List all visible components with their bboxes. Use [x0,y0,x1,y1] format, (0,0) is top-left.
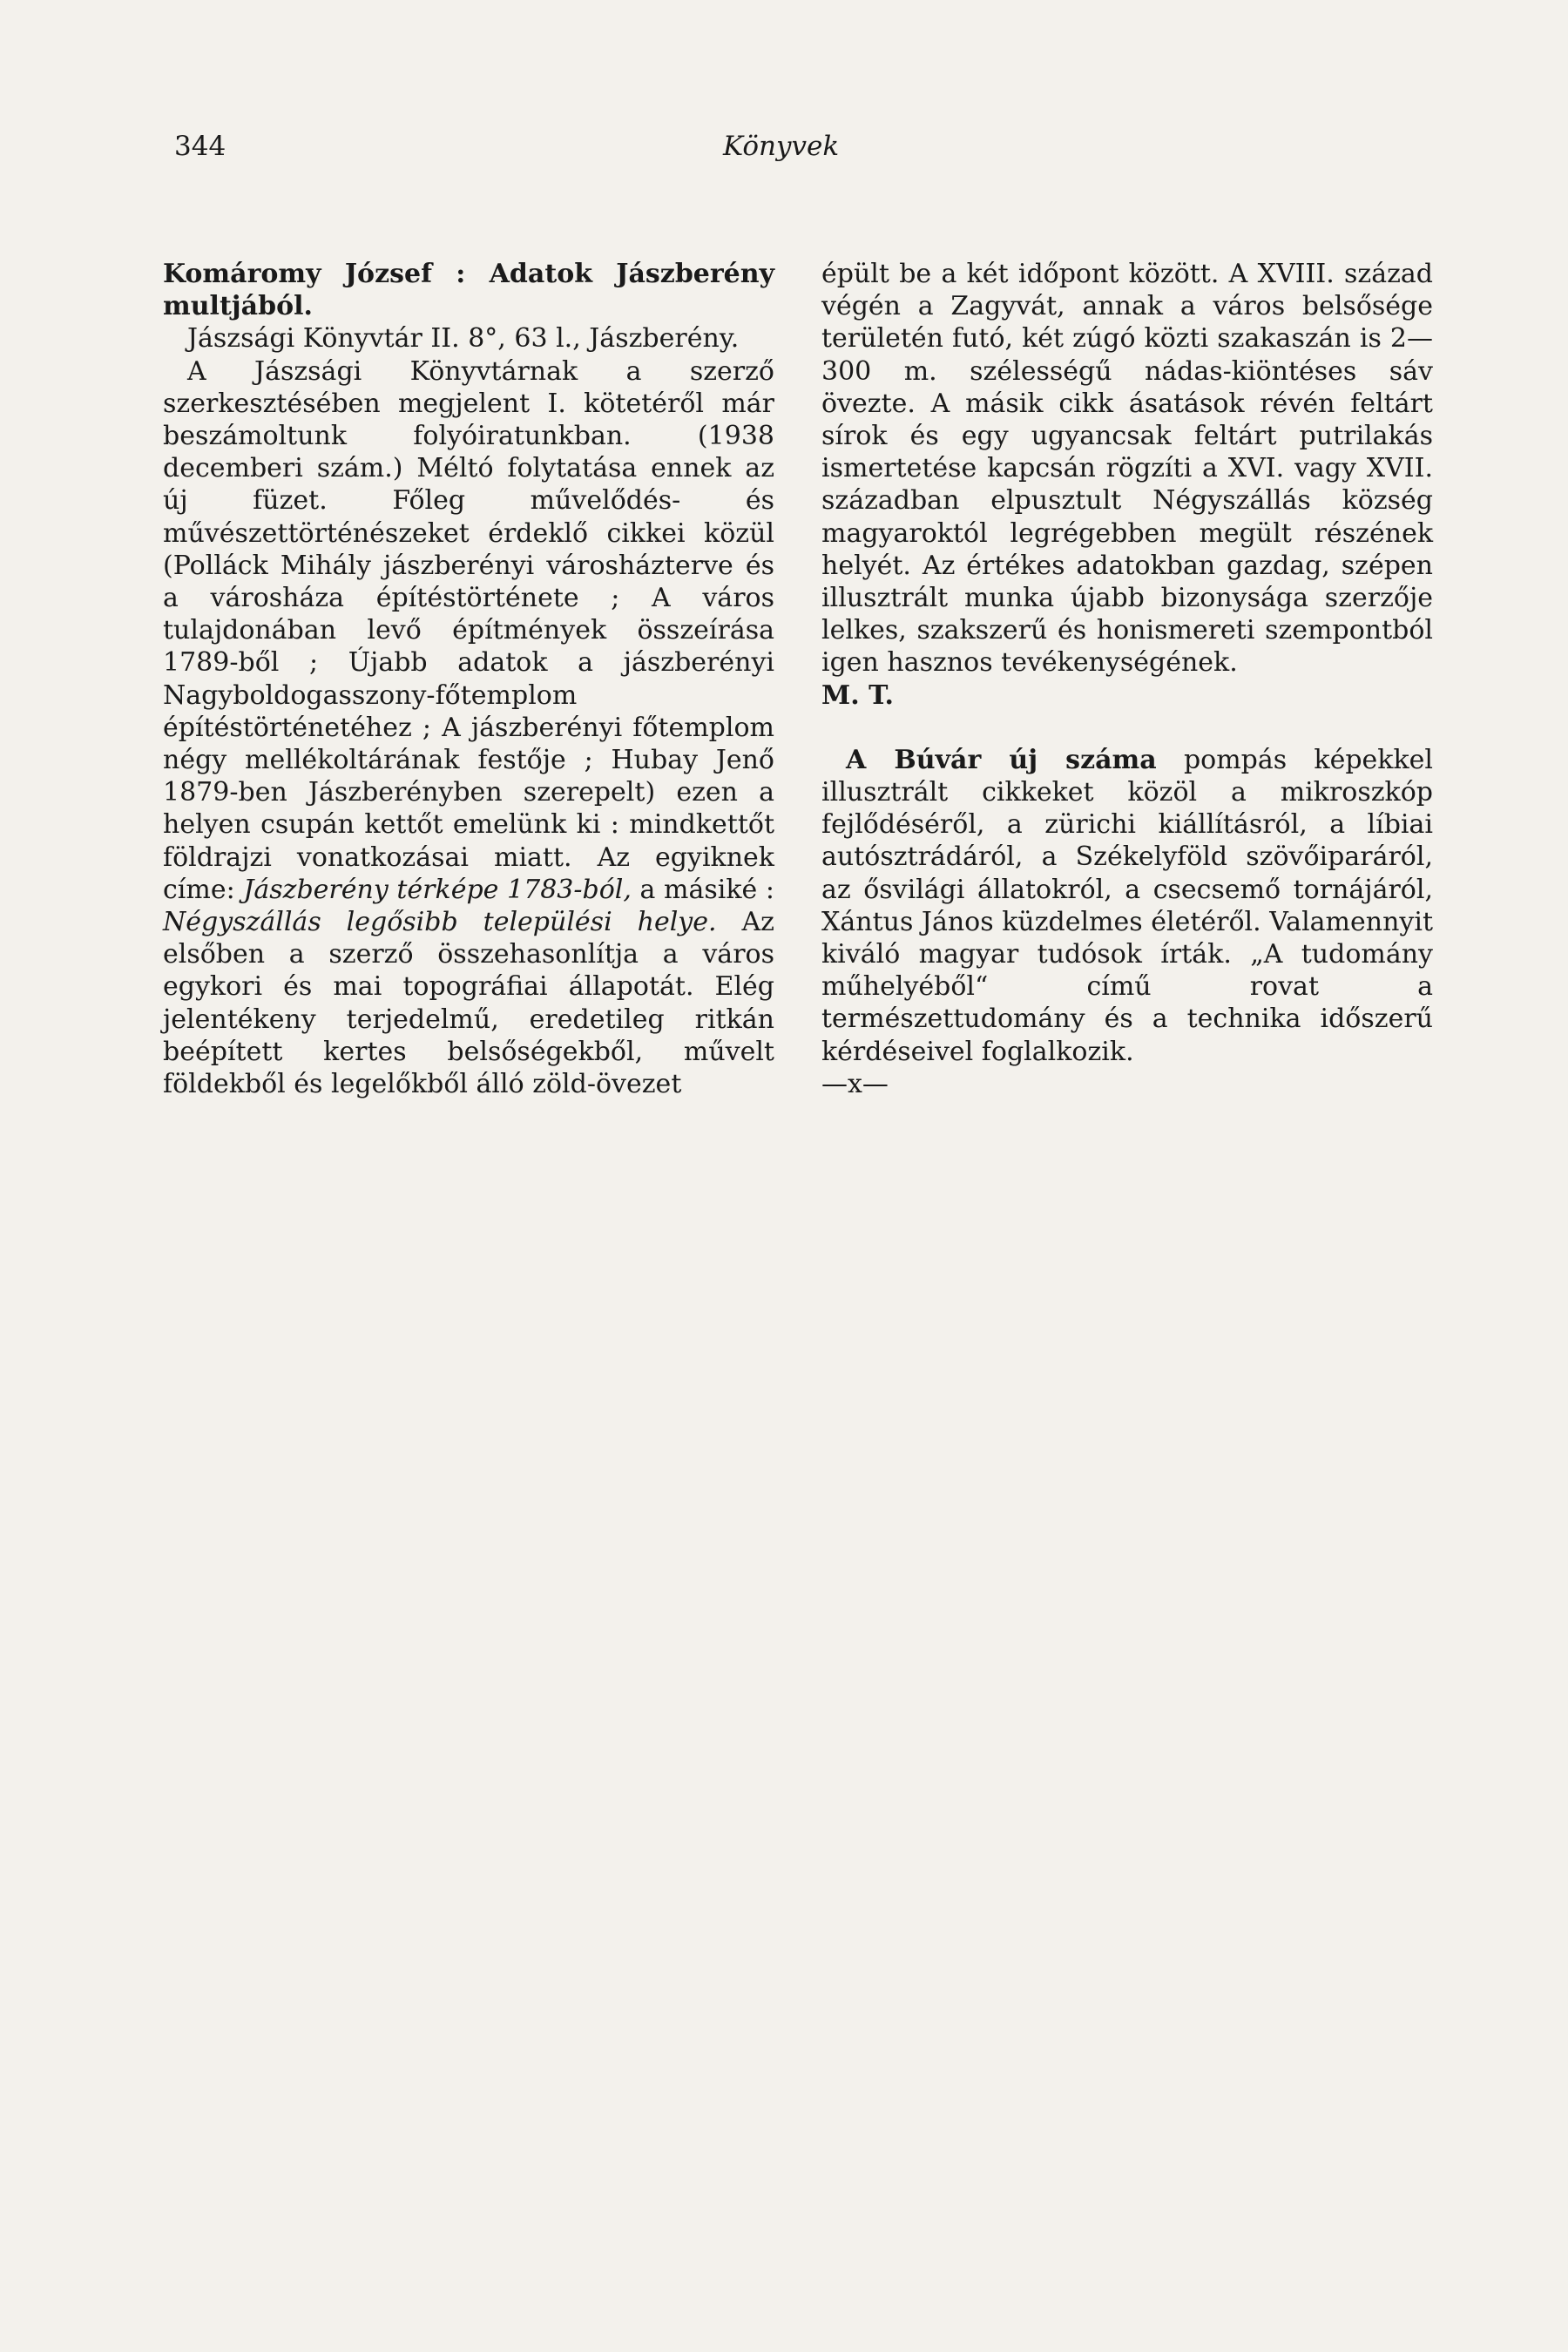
review-title-separator: : [456,259,466,289]
page-header [0,131,1568,174]
review-text-2: a másiké : [639,874,774,905]
review-author: Komáromy József [163,259,432,289]
review-title [163,258,774,322]
bibliographic-info: Jászsági Könyvtár II. 8°, 63 l., Jászberény. [187,323,740,355]
review-continuation: épült be a két időpont között. A XVIII. század végén a Zagyvát, annak a város belsősége területén futó, két zúgó közti szakaszán is 2—300 m. szélességű nádas-kiöntéses sáv övezte. A másik cikk ásatások révén feltárt sírok és egy ugyancsak feltárt putrilakás ismertetése kapcsán rögzíti a XVI. vagy XVII. században elpusztult Négyszállás község magyaroktól legrégebben megült részének helyét. Az értékes adatokban gazdag, szépen illusztrált munka újabb bizonysága szerzője lelkes, szakszerű és honismereti szempontból igen hasznos tevékenységének. [821,259,1433,679]
page-number: 344 [174,131,226,162]
buvar-notice [821,744,1433,1068]
cited-title-2: Négyszállás legősibb települési helye. [163,907,717,938]
signature-x: —x— [821,1068,889,1099]
cited-title-1: Jászberény térképe 1783-ból, [243,874,632,905]
left-column [163,258,774,1100]
review-body [163,355,774,1101]
review-work-title: Adatok Jászberény multjából. [163,259,775,322]
paragraph-gap [821,712,1433,744]
review-text-3: Az elsőben a szerző összehasonlítja a város egykori és mai topográfiai állapotát. Elég jelentékeny terjedelmű, eredetileg ritkán beépített kertes belsőségekből, művelt földekből és legelőkből álló zöld-övezet [163,907,774,1100]
review-text-1: A Jászsági Könyvtárnak a szerző szerkesztésében megjelent I. kötetéről már beszámoltunk folyóiratunkban. (1938 decemberi szám.) Méltó folytatása ennek az új füzet. Főleg művelődés- és művészettörténészeket érdeklő cikkei közül (Polláck Mihály jászberényi városházterve és a városháza építéstörténete ; A város tulajdonában levő építmények összeírása 1789-ből ; Újabb adatok a jászberényi Nagyboldogasszony-főtemplom építéstörténetéhez ; A jászberényi főtemplom négy mellékoltárának festője ; Hubay Jenő 1879-ben Jászberényben szerepelt) ezen a helyen csupán kettőt emelünk ki : mindkettőt földrajzi vonatkozásai miatt. Az egyiknek címe: [163,355,774,905]
buvar-title: A Búvár új száma [846,744,1157,775]
running-title: Könyvek [723,131,840,162]
right-column [821,258,1433,1100]
buvar-text: pompás képekkel illusztrált cikkeket közöl a mikroszkóp fejlődéséről, a zürichi kiállításról, a líbiai autósztrádáról, a Székelyföld szövőiparáról, az ősvilági állatokról, a csecsemő tornájáról, Xántus János küzdelmes életéről. Valamennyit kiváló magyar tudósok írták. „A tudomány műhelyéből“ című rovat a természettudomány és a technika időszerű kérdéseivel foglalkozik. [821,744,1433,1067]
signature-mt: M. T. [821,679,894,711]
